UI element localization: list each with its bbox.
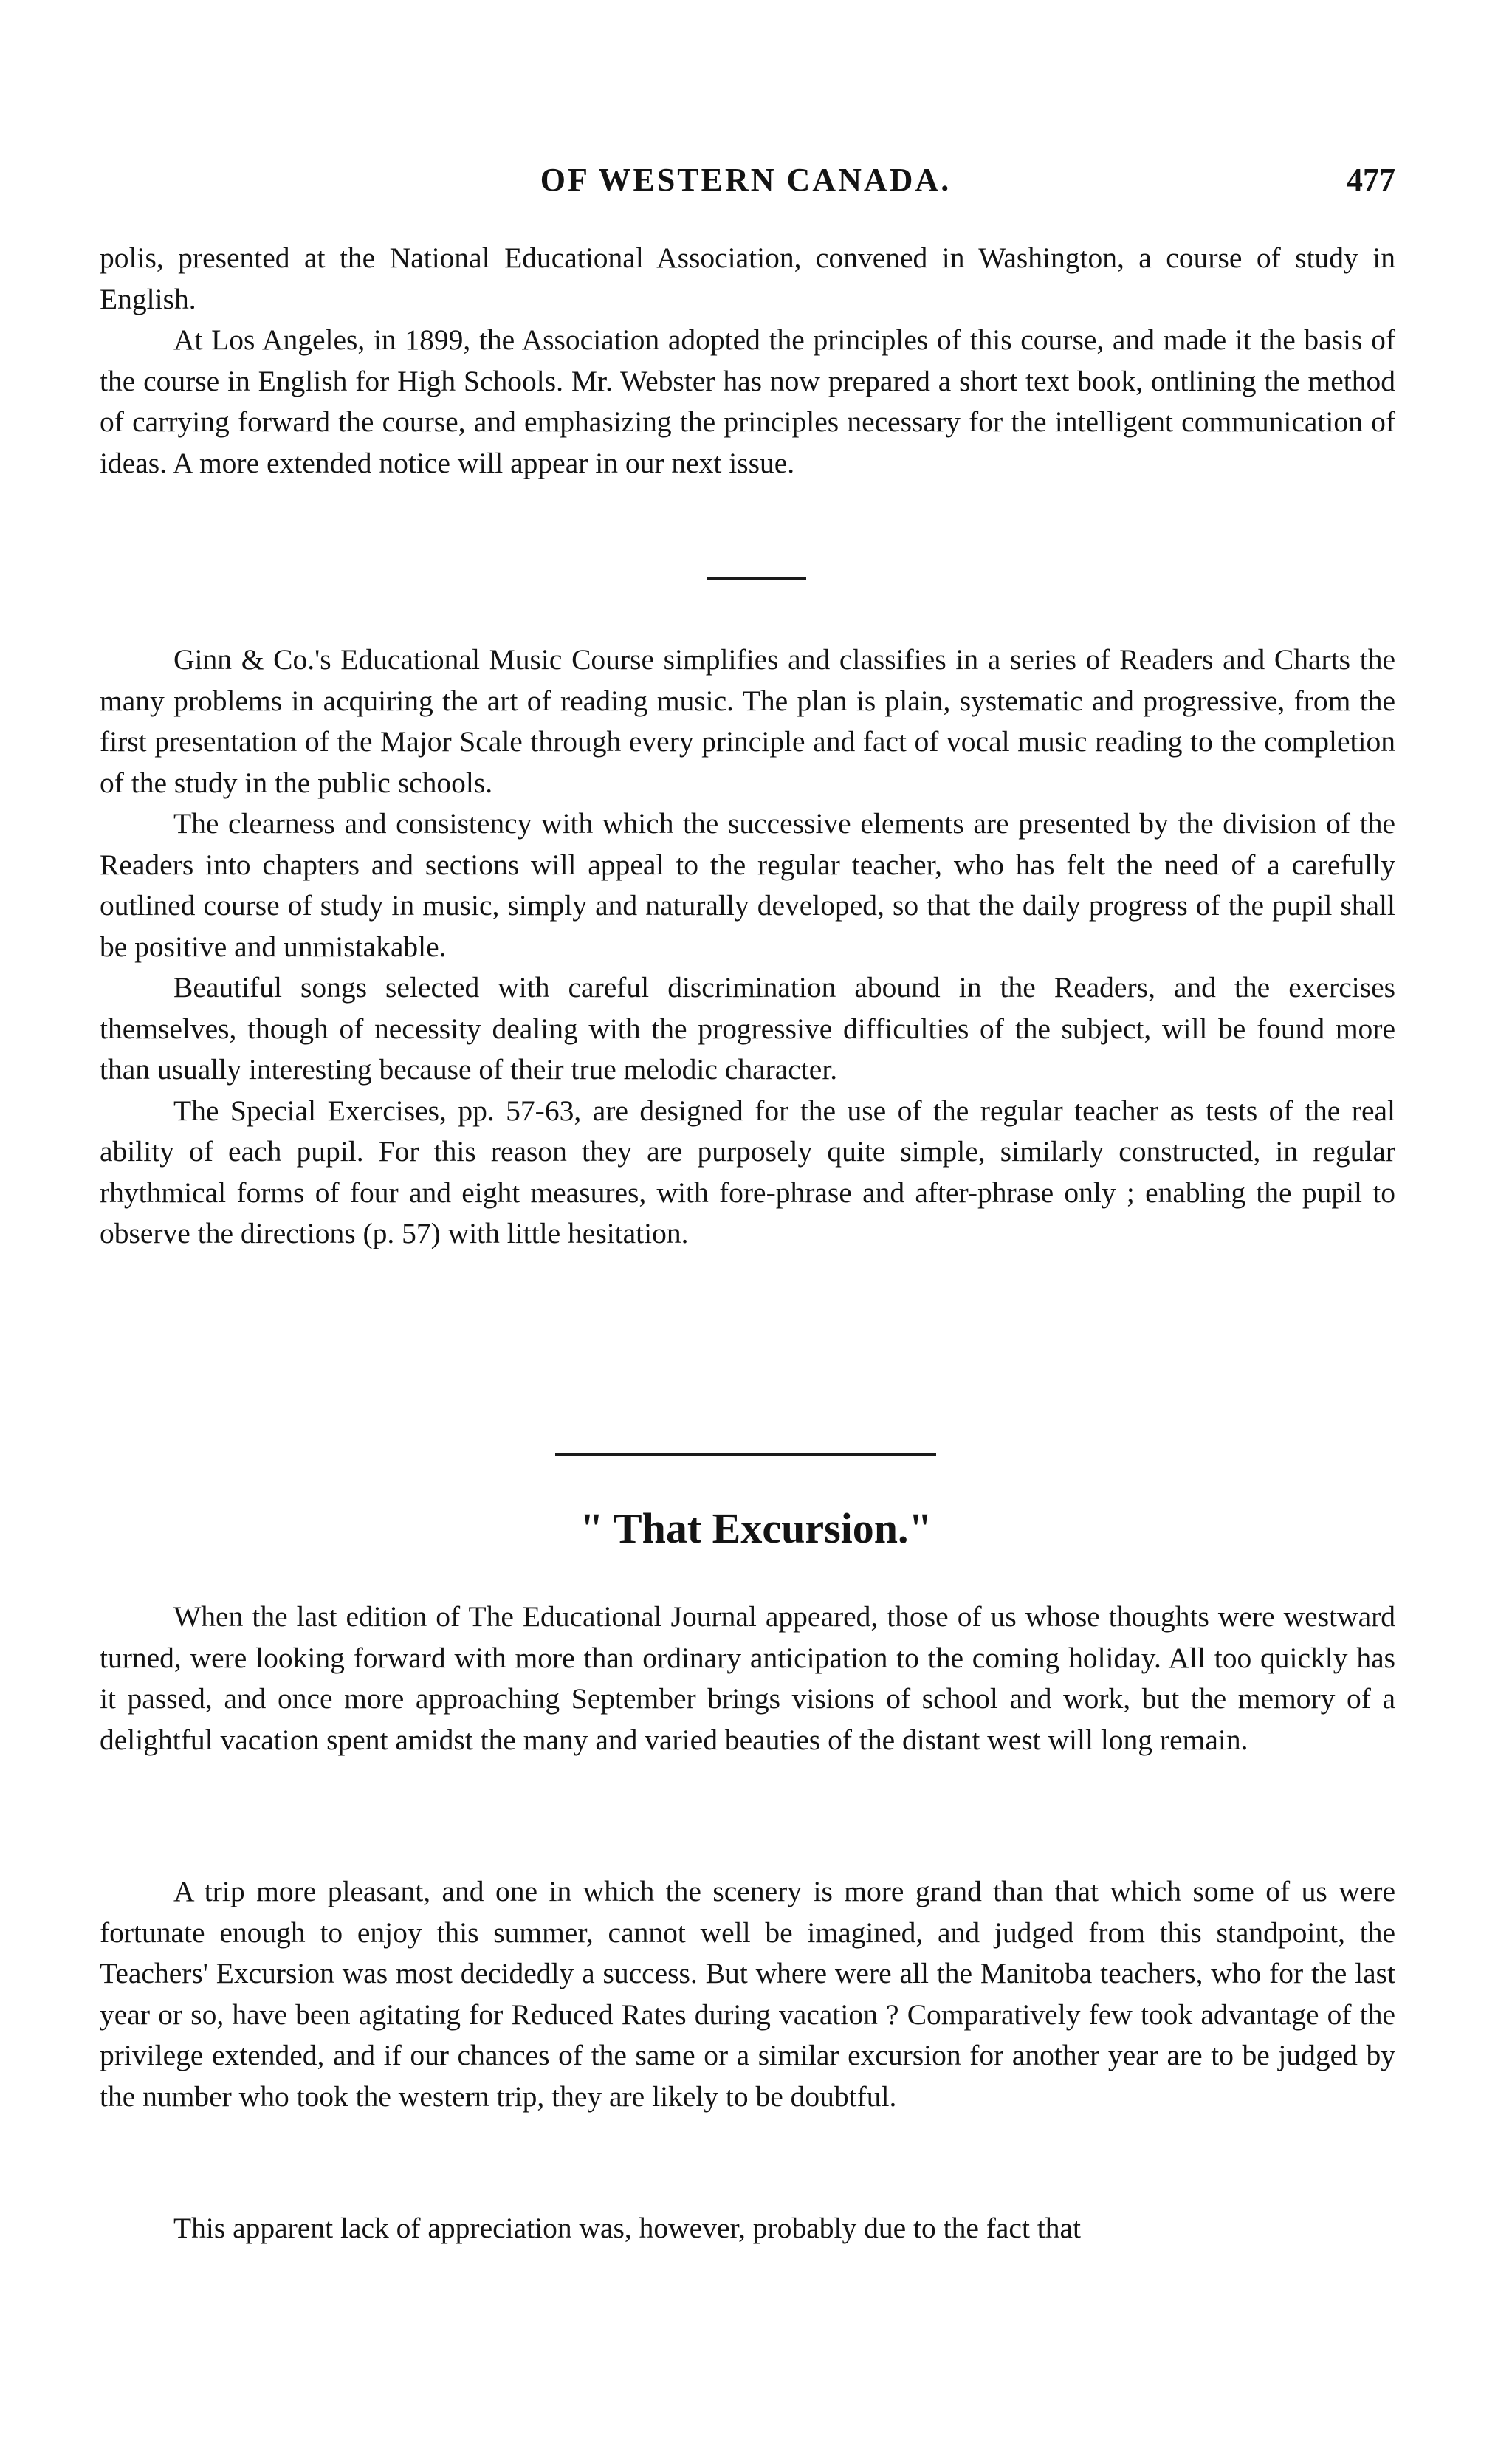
webster-notice (100, 238, 1395, 484)
excursion-paragraph-1: When the last edition of The Educational Journal appeared, those of us whose thoughts were westward turned, were looking forward with more than ordinary anticipation to the coming holiday. All too quickly has it passed, and once more approaching September brings visions of school and work, but the memory of a delightful vacation spent amidst the many and varied beauties of the distant west will long remain. (100, 1600, 1395, 1756)
ginn-paragraph-3: Beautiful songs selected with careful discrimination abound in the Readers, and the exercises themselves, though of necessity dealing with the progressive difficulties of the subject, will be found more than usually interesting because of their true melodic character. (100, 971, 1395, 1086)
excursion-paragraph-3-block (100, 2208, 1395, 2249)
running-head (96, 161, 1395, 205)
excursion-paragraph-1-block (100, 1597, 1395, 1760)
page-number: 477 (1347, 162, 1395, 198)
ginn-paragraph-2: The clearness and consistency with which the successive elements are presented by the division of the Readers into chapters and sections will appeal to the regular teacher, who has felt the need of a carefully outlined course of study in music, simply and naturally developed, so that the daily progress of the pupil shall be positive and unmistakable. (100, 807, 1395, 963)
webster-paragraph-2: At Los Angeles, in 1899, the Association adopted the principles of this course, and made it the basis of the course in English for High Schools. Mr. Webster has now prepared a short text book, ontlining the method of carrying forward the course, and emphasizing the principles necessary for the intelligent communication of ideas. A more extended notice will appear in our next issue. (100, 323, 1395, 479)
article-heading: " That Excursion." (580, 1504, 932, 1552)
excursion-paragraph-3: This apparent lack of appreciation was, however, probably due to the fact that (173, 2212, 1082, 2244)
ginn-paragraph-4: The Special Exercises, pp. 57-63, are designed for the use of the regular teacher as tests of the real ability of each pupil. For this reason they are purposely quite simple, similarly constructed, in regular rhythmical forms of four and eight measures, with fore-phrase and after-phrase only ; enabling the pupil to observe the directions (p. 57) with little hesitation. (100, 1094, 1395, 1249)
section-divider-long (555, 1453, 936, 1456)
running-title: OF WESTERN CANADA. (540, 162, 952, 198)
webster-paragraph-1: polis, presented at the National Educational Association, convened in Washington, a course of study in English. (100, 241, 1395, 315)
excursion-paragraph-2-block (100, 1871, 1395, 2117)
ginn-music-notice (100, 640, 1395, 1255)
ginn-paragraph-1: Ginn & Co.'s Educational Music Course simplifies and classifies in a series of Readers and Charts the many problems in acquiring the art of reading music. The plan is plain, systematic and progressive, from the first presentation of the Major Scale through every principle and fact of vocal music reading to the completion of the study in the public schools. (100, 643, 1395, 799)
section-divider-short (707, 577, 806, 580)
excursion-paragraph-2: A trip more pleasant, and one in which the scenery is more grand than that which some of us were fortunate enough to enjoy this summer, cannot well be imagined, and judged from this standpoint, the Teachers' Excursion was most decidedly a success. But where were all the Manitoba teachers, who for the last year or so, have been agitating for Reduced Rates during vacation ? Comparatively few took advantage of the privilege extended, and if our chances of the same or a similar excursion for another year are to be judged by the number who took the western trip, they are likely to be doubtful. (100, 1875, 1395, 2113)
